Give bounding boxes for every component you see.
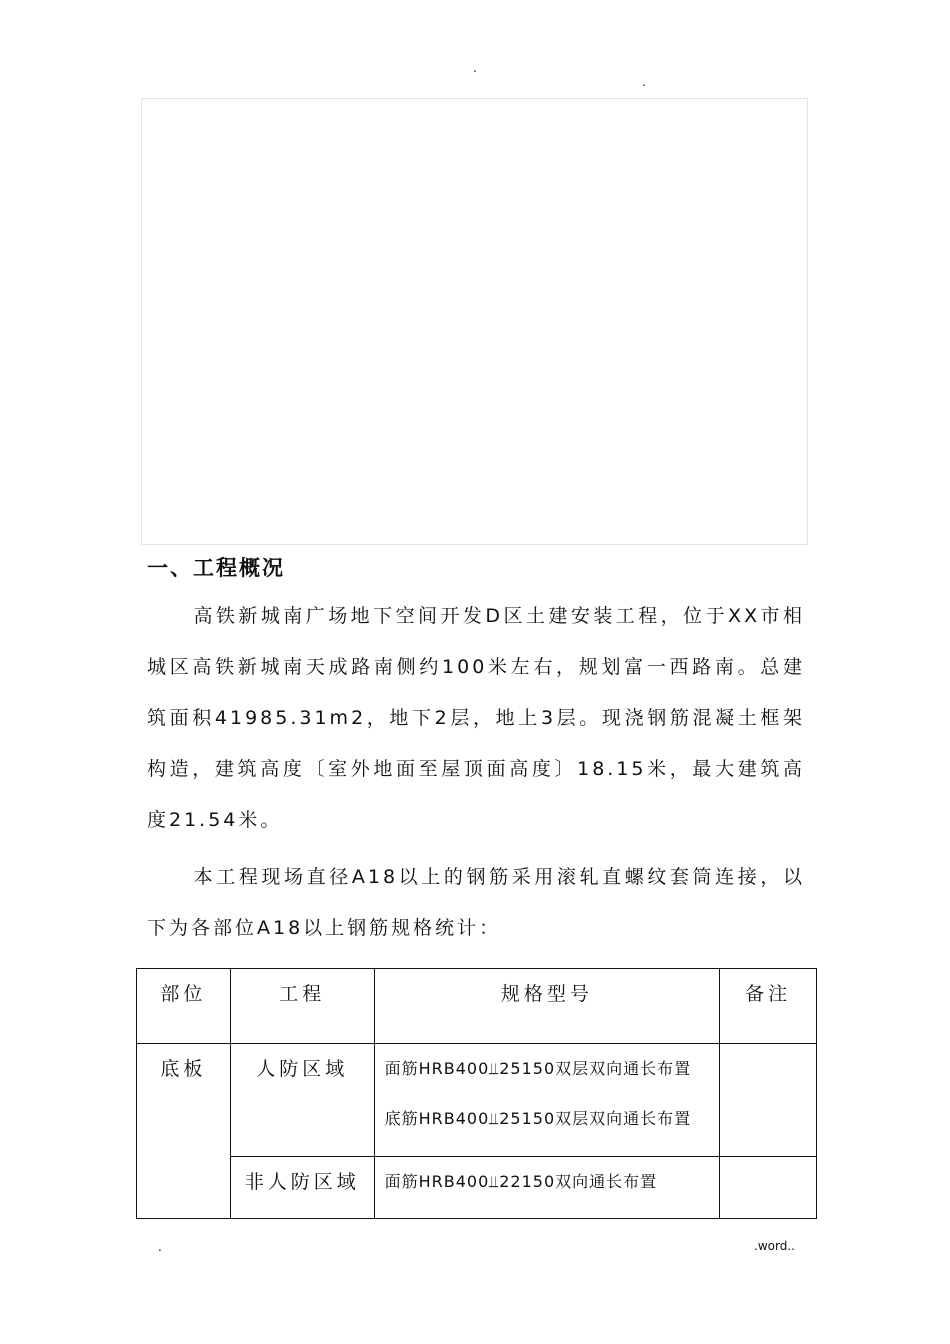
image-placeholder (141, 98, 808, 545)
header-part: 部位 (137, 969, 231, 1044)
cell-spec (374, 1044, 720, 1157)
cell-project: 非人防区域 (230, 1157, 374, 1219)
header-dot-left: . (473, 61, 477, 75)
cell-note (720, 1157, 817, 1219)
paragraph-overview (147, 591, 805, 846)
cell-note (720, 1044, 817, 1157)
header-spec: 规格型号 (374, 969, 720, 1044)
section-heading: 一、工程概况 (147, 556, 285, 580)
spec-line: 面筋HRB400⫫22150双向通长布置 (384, 1172, 658, 1191)
footer-dot: . (158, 1240, 162, 1254)
spec-line: 面筋HRB400⫫25150双层双向通长布置 (384, 1059, 692, 1078)
header-project: 工程 (230, 969, 374, 1044)
cell-spec (374, 1157, 720, 1219)
header-dot-right: . (642, 75, 646, 89)
cell-project: 人防区域 (230, 1044, 374, 1157)
footer-word-mark: .word.. (754, 1239, 795, 1253)
paragraph-overview-text: 高铁新城南广场地下空间开发D区土建安装工程，位于XX市相城区高铁新城南天成路南侧约100米左右，规划富一西路南。总建筑面积41985.31m2，地下2层，地上3层。现浇钢筋混凝土框架构造，建筑高度〔室外地面至屋顶面高度〕18.15米，最大建筑高度21.54米。 (147, 605, 805, 831)
header-note: 备注 (720, 969, 817, 1044)
paragraph-rebar (147, 852, 805, 954)
rebar-spec-table (136, 968, 817, 1219)
table-row (137, 1044, 817, 1157)
table-row (137, 1157, 817, 1219)
table-header-row (137, 969, 817, 1044)
spec-line: 底筋HRB400⫫25150双层双向通长布置 (384, 1109, 692, 1128)
cell-part: 底板 (137, 1044, 231, 1219)
paragraph-rebar-text: 本工程现场直径A18以上的钢筋采用滚轧直螺纹套筒连接，以下为各部位A18以上钢筋规格统计： (147, 866, 805, 939)
